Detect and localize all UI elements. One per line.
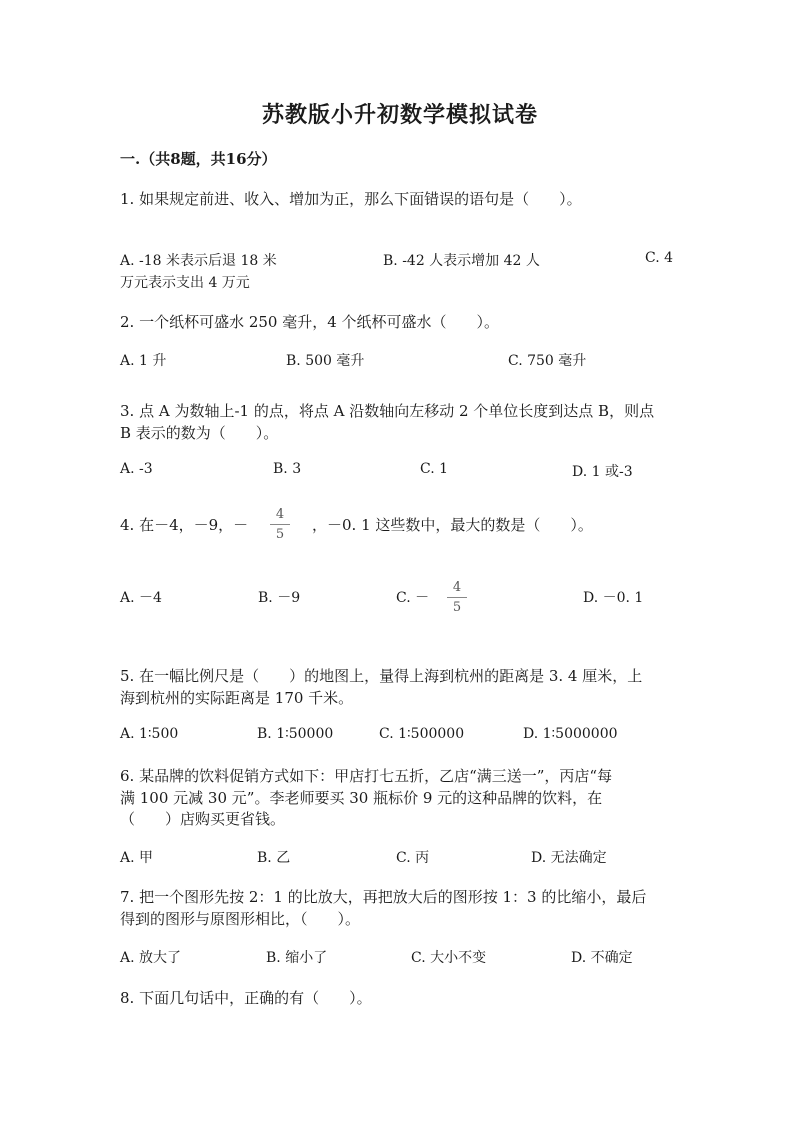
question-4-option-b: B. －9 (258, 590, 301, 606)
question-6-option-b: B. 乙 (257, 850, 291, 866)
question-7-option-b: B. 缩小了 (266, 950, 328, 966)
question-4-option-c: C. － (396, 590, 430, 606)
fraction-bar (270, 524, 290, 525)
question-2-option-a: A. 1 升 (120, 353, 167, 369)
question-5-stem-line-2: 海到杭州的实际距离是 170 千米。 (120, 689, 354, 707)
question-2-stem: 2. 一个纸杯可盛水 250 毫升，4 个纸杯可盛水（ ）。 (120, 313, 500, 331)
question-7-stem-line-1: 7. 把一个图形先按 2：1 的比放大，再把放大后的图形按 1：3 的比缩小，最后 (120, 888, 647, 906)
fraction-bar (447, 597, 467, 598)
question-6-option-a: A. 甲 (120, 850, 154, 866)
question-6-stem-line-3: （ ）店购买更省钱。 (120, 810, 286, 828)
question-8-stem: 8. 下面几句话中，正确的有（ ）。 (120, 989, 372, 1007)
fraction-numerator: 4 (275, 507, 285, 522)
question-6-option-c: C. 丙 (396, 850, 430, 866)
question-3-stem-line-2: B 表示的数为（ ）。 (120, 424, 279, 442)
question-3-option-b: B. 3 (273, 461, 302, 477)
question-3-option-c: C. 1 (420, 461, 449, 477)
question-2-option-b: B. 500 毫升 (286, 353, 365, 369)
question-4-fraction (270, 508, 290, 543)
fraction-denominator: 5 (275, 527, 285, 542)
question-5-stem-line-1: 5. 在一幅比例尺是（ ）的地图上，量得上海到杭州的距离是 3. 4 厘米，上 (120, 667, 643, 685)
question-3-stem-line-1: 3. 点 A 为数轴上-1 的点，将点 A 沿数轴向左移动 2 个单位长度到达点 B，则点 (120, 402, 655, 420)
question-2-option-c: C. 750 毫升 (508, 353, 587, 369)
question-4-option-d: D. －0. 1 (583, 590, 644, 606)
question-5-option-c: C. 1∶500000 (379, 726, 465, 742)
fraction-denominator: 5 (452, 600, 462, 615)
question-1-option-c-cont: 万元表示支出 4 万元 (120, 275, 250, 291)
question-4-option-c-fraction (447, 581, 467, 616)
question-4-option-a: A. －4 (120, 590, 162, 606)
question-6-option-d: D. 无法确定 (531, 850, 607, 866)
question-7-option-c: C. 大小不变 (411, 950, 487, 966)
question-6-stem-line-2: 满 100 元减 30 元”。李老师要买 30 瓶标价 9 元的这种品牌的饮料，在 (120, 789, 603, 807)
question-6-stem-line-1: 6. 某品牌的饮料促销方式如下：甲店打七五折，乙店“满三送一”，丙店“每 (120, 767, 613, 785)
question-7-stem-line-2: 得到的图形与原图形相比，（ ）。 (120, 910, 361, 928)
question-3-option-d: D. 1 或-3 (572, 464, 633, 480)
question-1-option-c: C. 4 (645, 250, 674, 266)
question-7-option-d: D. 不确定 (571, 950, 633, 966)
question-5-option-a: A. 1∶500 (120, 726, 179, 742)
question-1-option-b: B. -42 人表示增加 42 人 (383, 253, 540, 269)
question-4-stem-part-1: 4. 在－4，－9，－ (120, 516, 249, 534)
fraction-numerator: 4 (452, 580, 462, 595)
question-3-option-a: A. -3 (120, 461, 153, 477)
question-1-option-a: A. -18 米表示后退 18 米 (120, 253, 277, 269)
page-title: 苏教版小升初数学模拟试卷 (261, 102, 538, 128)
question-5-option-b: B. 1∶50000 (257, 726, 334, 742)
section-heading: 一.（共8题，共16分） (120, 150, 277, 168)
question-1-stem: 1. 如果规定前进、收入、增加为正，那么下面错误的语句是（ ）。 (120, 190, 582, 208)
question-7-option-a: A. 放大了 (120, 950, 182, 966)
question-5-option-d: D. 1∶5000000 (523, 726, 618, 742)
question-4-stem-part-2: ，－0. 1 这些数中，最大的数是（ ）。 (312, 516, 593, 534)
